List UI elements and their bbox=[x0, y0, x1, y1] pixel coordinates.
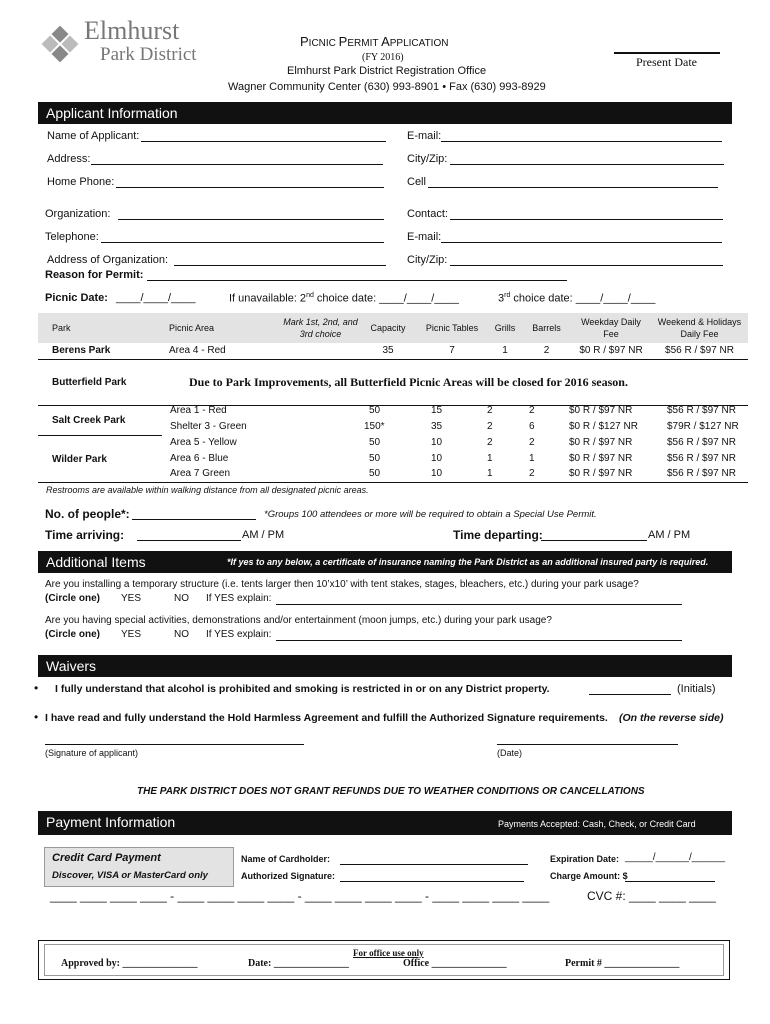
contact-line: Wagner Community Center (630) 993-8901 • Fax (630) 993-8929 bbox=[228, 81, 546, 93]
contact-label: Contact: bbox=[407, 208, 448, 220]
address-label: Address: bbox=[47, 153, 91, 165]
cardholder-field[interactable] bbox=[340, 864, 528, 865]
name-label: Name of Applicant: bbox=[47, 130, 140, 142]
table-row: Area 5 - Yellow 50 10 2 2 $0 R / $97 NR $56 R / $97 NR bbox=[170, 437, 736, 448]
name-field[interactable] bbox=[141, 141, 386, 142]
contact-field[interactable] bbox=[450, 219, 723, 220]
reverse-side-note: (On the reverse side) bbox=[619, 712, 724, 724]
cardholder-label: Name of Cardholder: bbox=[241, 854, 331, 864]
activities-explain-field[interactable] bbox=[276, 640, 682, 641]
registration-office: Elmhurst Park District Registration Office bbox=[287, 65, 487, 77]
table-row: Area 6 - Blue 50 10 1 1 $0 R / $97 NR $56 R / $97 NR bbox=[170, 453, 736, 464]
office-field[interactable]: Office _______________ bbox=[403, 958, 507, 969]
harmless-waiver: I have read and fully understand the Hold Harmless Agreement and fulfill the Authorized Signature requirements. bbox=[45, 712, 608, 724]
activities-no[interactable]: NO bbox=[174, 629, 189, 640]
header-tables: Picnic Tables bbox=[425, 323, 479, 333]
table-row: Area 1 - Red 50 15 2 2 $0 R / $97 NR $56 R / $97 NR bbox=[170, 405, 736, 416]
third-choice: 3rd choice date: ____/____/____ bbox=[498, 292, 656, 305]
third-choice-field[interactable]: choice date: ____/____/____ bbox=[510, 292, 656, 305]
payment-section-header: Payment Information Payments Accepted: Cash, Check, or Credit Card bbox=[38, 811, 732, 835]
auth-signature-label: Authorized Signature: bbox=[241, 871, 335, 881]
alternate-dates: If unavailable: 2nd choice date: ____/____/____ bbox=[229, 292, 459, 305]
picnic-date-field[interactable]: ____/____/____ bbox=[116, 292, 196, 304]
initials-label: (Initials) bbox=[677, 683, 716, 695]
activities-yes[interactable]: YES bbox=[121, 629, 142, 640]
time-departing-label: Time departing: bbox=[453, 528, 543, 542]
cvc-field[interactable]: CVC #: ____ ____ ____ bbox=[587, 889, 716, 903]
header-mark: Mark 1st, 2nd, and 3rd choice bbox=[283, 317, 358, 339]
cell-field[interactable] bbox=[428, 187, 718, 188]
auth-signature-field[interactable] bbox=[340, 881, 524, 882]
table-rows-lower bbox=[0, 405, 770, 483]
cell-label: Cell bbox=[407, 176, 426, 188]
telephone-field[interactable] bbox=[101, 242, 384, 243]
applicant-section-header: Applicant Information bbox=[38, 102, 732, 124]
charge-amount-field[interactable] bbox=[625, 881, 715, 882]
logo-text-1: Elmhurst bbox=[84, 16, 180, 45]
home-phone-field[interactable] bbox=[116, 187, 384, 188]
question-activities: Are you having special activities, demonstrations and/or entertainment (moon jumps, etc.) during your park usage? bbox=[45, 615, 552, 626]
groups-note: *Groups 100 attendees or more will be required to obtain a Special Use Permit. bbox=[264, 509, 597, 520]
header-area: Picnic Area bbox=[169, 323, 215, 333]
wilder-park: Wilder Park bbox=[52, 454, 107, 465]
email-label: E-mail: bbox=[407, 130, 442, 142]
additional-section-header: Additional Items *If yes to any below, a certificate of insurance naming the Park District as an additional insured party is required. bbox=[38, 551, 732, 573]
structure-explain-label: If YES explain: bbox=[206, 593, 272, 604]
cityzip-label: City/Zip: bbox=[407, 153, 448, 165]
org-address-label: Address of Organization: bbox=[47, 254, 169, 266]
no-people-label: No. of people*: bbox=[45, 507, 130, 521]
table-row: Area 7 Green 50 10 1 2 $0 R / $97 NR $56 R / $97 NR bbox=[170, 468, 736, 479]
credit-card-title: Credit Card Payment bbox=[52, 852, 161, 864]
logo bbox=[38, 16, 198, 78]
salt-creek-park: Salt Creek Park bbox=[52, 415, 126, 426]
header-barrels: Barrels bbox=[532, 323, 561, 333]
arriving-am-pm[interactable]: AM / PM bbox=[242, 529, 285, 541]
address-field[interactable] bbox=[91, 164, 383, 165]
org-address-field[interactable] bbox=[174, 265, 386, 266]
header-grills: Grills bbox=[494, 323, 516, 333]
time-departing-field[interactable] bbox=[541, 540, 647, 541]
org-email-field[interactable] bbox=[441, 242, 722, 243]
org-email-label: E-mail: bbox=[407, 231, 442, 243]
structure-no[interactable]: NO bbox=[174, 593, 189, 604]
office-use-title: For office use only bbox=[353, 948, 424, 958]
fiscal-year: (FY 2016) bbox=[362, 52, 404, 63]
org-cityzip-label: City/Zip: bbox=[407, 254, 448, 266]
header-capacity: Capacity bbox=[370, 323, 406, 333]
credit-card-types: Discover, VISA or MasterCard only bbox=[52, 870, 208, 881]
departing-am-pm[interactable]: AM / PM bbox=[648, 529, 691, 541]
present-date-label: Present Date bbox=[636, 55, 697, 69]
picnic-date-label: Picnic Date: bbox=[45, 292, 108, 304]
email-field[interactable] bbox=[441, 141, 722, 142]
time-arriving-field[interactable] bbox=[137, 540, 241, 541]
header-weekend: Weekend & Holidays Daily Fee bbox=[657, 317, 742, 339]
signature-field[interactable] bbox=[45, 744, 304, 745]
telephone-label: Telephone: bbox=[45, 231, 99, 243]
present-date-line[interactable] bbox=[614, 52, 720, 54]
signature-label: (Signature of applicant) bbox=[45, 748, 139, 758]
expiration-label: Expiration Date: bbox=[550, 854, 620, 864]
circle-one-label: (Circle one) bbox=[45, 593, 101, 604]
form-title: PICNIC PERMIT APPLICATION bbox=[300, 34, 449, 49]
second-choice-field[interactable]: choice date: ____/____/____ bbox=[313, 292, 459, 305]
office-date[interactable]: Date: _______________ bbox=[248, 958, 349, 969]
table-row: Berens Park Area 4 - Red 35 7 1 2 $0 R / $97 NR $56 R / $97 NR bbox=[38, 343, 748, 359]
table-row: Shelter 3 - Green 150* 35 2 6 $0 R / $127 NR $79R / $127 NR bbox=[170, 421, 739, 432]
table-row: Butterfield Park Due to Park Improvements, all Butterfield Picnic Areas will be closed for 2016 season. bbox=[38, 359, 748, 405]
logo-emblem-icon bbox=[38, 22, 82, 66]
charge-amount-label: Charge Amount: $ bbox=[550, 871, 628, 881]
reason-field[interactable] bbox=[147, 280, 567, 281]
bullet-icon: • bbox=[34, 710, 39, 724]
picnic-areas-table bbox=[38, 313, 748, 406]
approved-by[interactable]: Approved by: _______________ bbox=[61, 958, 198, 969]
bullet-icon: • bbox=[34, 681, 39, 695]
restrooms-note: Restrooms are available within walking distance from all designated picnic areas. bbox=[46, 485, 369, 495]
question-structure: Are you installing a temporary structure (i.e. tents larger then 10’x10’ with tent stakes, stages, bleachers, etc.) during your park usage? bbox=[45, 579, 639, 590]
table-header bbox=[38, 313, 748, 343]
organization-label: Organization: bbox=[45, 208, 111, 220]
card-number-field[interactable]: ____ ____ ____ ____ - ____ ____ ____ ____ - ____ ____ ____ ____ - ____ ____ ____ ____ bbox=[50, 889, 550, 903]
organization-field[interactable] bbox=[118, 219, 384, 220]
insurance-note: *If yes to any below, a certificate of insurance naming the Park District as an additional insured party is required. bbox=[227, 557, 709, 567]
signature-date-field[interactable] bbox=[497, 744, 678, 745]
circle-one-label: (Circle one) bbox=[45, 629, 101, 640]
org-cityzip-field[interactable] bbox=[450, 265, 723, 266]
logo-text-2: Park District bbox=[100, 44, 197, 65]
activities-explain-label: If YES explain: bbox=[206, 629, 272, 640]
home-phone-label: Home Phone: bbox=[47, 176, 115, 188]
alcohol-waiver: I fully understand that alcohol is prohibited and smoking is restricted in or on any District property. bbox=[55, 683, 550, 695]
signature-date-label: (Date) bbox=[497, 748, 523, 758]
payments-accepted: Payments Accepted: Cash, Check, or Credit Card bbox=[498, 819, 696, 829]
reason-label: Reason for Permit: bbox=[45, 269, 144, 281]
initials-field[interactable] bbox=[589, 694, 671, 695]
permit-number[interactable]: Permit # _______________ bbox=[565, 958, 680, 969]
choice-cell[interactable] bbox=[281, 343, 360, 359]
header-weekday: Weekday Daily Fee bbox=[581, 317, 641, 339]
no-people-field[interactable] bbox=[132, 519, 256, 520]
structure-explain-field[interactable] bbox=[276, 604, 682, 605]
expiration-field[interactable]: _____/______/______ bbox=[625, 852, 726, 863]
time-arriving-label: Time arriving: bbox=[45, 528, 125, 542]
structure-yes[interactable]: YES bbox=[121, 593, 142, 604]
cityzip-field[interactable] bbox=[450, 164, 724, 165]
waivers-section-header: Waivers bbox=[38, 655, 732, 677]
header-park: Park bbox=[52, 323, 71, 333]
refund-notice: THE PARK DISTRICT DOES NOT GRANT REFUNDS DUE TO WEATHER CONDITIONS OR CANCELLATIONS bbox=[137, 786, 645, 797]
